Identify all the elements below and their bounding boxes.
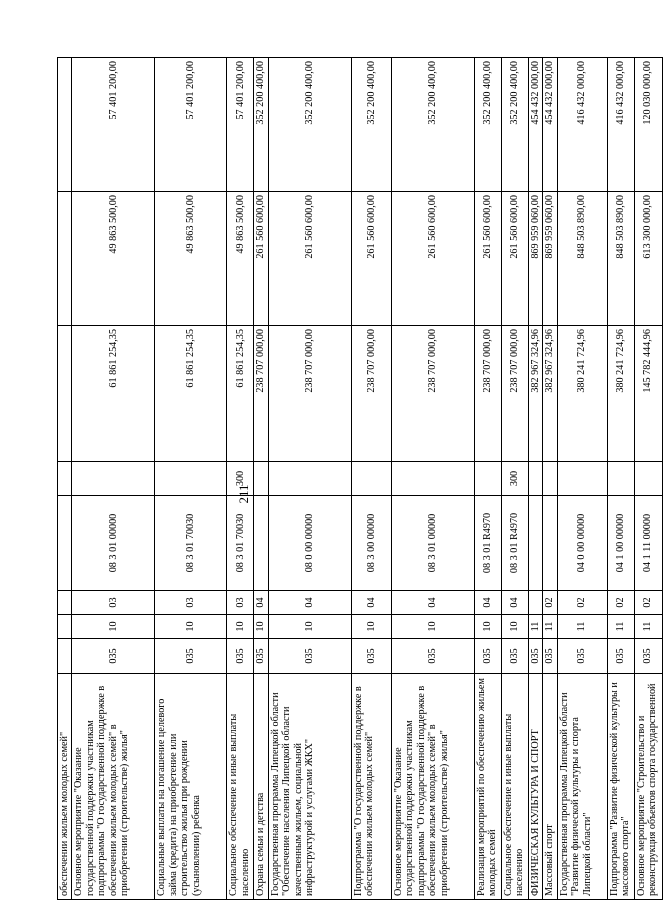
sum-year-1: 238 707 000,00 <box>351 326 391 462</box>
section-code: 10 <box>227 615 254 639</box>
subsection-code: 04 <box>501 591 528 615</box>
sum-year-3 <box>58 58 72 192</box>
table-row <box>557 58 607 900</box>
target-article-code: 08 3 01 R4970 <box>474 496 501 591</box>
budget-table <box>57 57 663 900</box>
table-row <box>58 58 72 900</box>
sum-year-2: 869 959 060,00 <box>528 192 542 326</box>
target-article-code: 08 3 01 R4970 <box>501 496 528 591</box>
section-code: 10 <box>351 615 391 639</box>
expense-type-code <box>557 462 607 496</box>
target-article-code: 08 3 01 00000 <box>72 496 155 591</box>
admin-code: 035 <box>227 639 254 674</box>
sum-year-1: 238 707 000,00 <box>474 326 501 462</box>
sum-year-2: 261 560 600,00 <box>391 192 474 326</box>
admin-code: 035 <box>543 639 557 674</box>
row-name: Основное мероприятие "Оказание государственной поддержки участникам подпрограммы "О государственной поддержке в обеспечении жильем молодых семей" в приобретении (строительстве) жилья" <box>72 674 155 900</box>
sum-year-1: 61 861 254,35 <box>155 326 227 462</box>
expense-type-code <box>474 462 501 496</box>
section-code: 11 <box>528 615 542 639</box>
admin-code <box>58 639 72 674</box>
sum-year-3: 352 200 400,00 <box>501 58 528 192</box>
row-name: Основное мероприятие "Оказание государственной поддержки участникам подпрограммы "О государственной поддержке в обеспечении жильем молодых семей" в приобретении (строительстве) жилья" <box>391 674 474 900</box>
admin-code: 035 <box>557 639 607 674</box>
row-name: Социальные выплаты на погашение целевого займа (кредита) на приобретение или строительство жилья при рождении (усыновлении) ребенка <box>155 674 227 900</box>
admin-code: 035 <box>474 639 501 674</box>
sum-year-2: 49 863 500,00 <box>227 192 254 326</box>
section-code: 11 <box>543 615 557 639</box>
admin-code: 035 <box>155 639 227 674</box>
sum-year-3: 57 401 200,00 <box>227 58 254 192</box>
table-row <box>543 58 557 900</box>
target-article-code: 04 1 00 00000 <box>607 496 634 591</box>
subsection-code: 04 <box>268 591 351 615</box>
subsection-code: 04 <box>391 591 474 615</box>
target-article-code <box>254 496 268 591</box>
subsection-code: 03 <box>72 591 155 615</box>
table-row <box>528 58 542 900</box>
section-code: 10 <box>474 615 501 639</box>
table-row <box>254 58 268 900</box>
table-row <box>227 58 254 900</box>
expense-type-code <box>155 462 227 496</box>
admin-code: 035 <box>634 639 662 674</box>
expense-type-code <box>607 462 634 496</box>
sum-year-3: 416 432 000,00 <box>607 58 634 192</box>
sum-year-3: 352 200 400,00 <box>391 58 474 192</box>
expense-type-code: 300 <box>227 462 254 496</box>
sum-year-1 <box>58 326 72 462</box>
table-row <box>72 58 155 900</box>
sum-year-3: 352 200 400,00 <box>474 58 501 192</box>
sum-year-2: 261 560 600,00 <box>351 192 391 326</box>
row-name: Основное мероприятие "Строительство и реконструкция объектов спорта государственной <box>634 674 662 900</box>
sum-year-2: 261 560 600,00 <box>474 192 501 326</box>
sum-year-2: 49 863 500,00 <box>72 192 155 326</box>
table-row <box>268 58 351 900</box>
sum-year-1: 382 967 324,96 <box>543 326 557 462</box>
row-name: Социальное обеспечение и иные выплаты населению <box>227 674 254 900</box>
target-article-code <box>528 496 542 591</box>
target-article-code: 08 3 01 00000 <box>391 496 474 591</box>
sum-year-3: 57 401 200,00 <box>155 58 227 192</box>
subsection-code: 04 <box>254 591 268 615</box>
section-code: 11 <box>607 615 634 639</box>
sum-year-1: 380 241 724,96 <box>607 326 634 462</box>
sum-year-1: 238 707 000,00 <box>254 326 268 462</box>
subsection-code: 03 <box>227 591 254 615</box>
admin-code: 035 <box>528 639 542 674</box>
row-name: Государственная программа Липецкой области "Развитие физической культуры и спорта Липецкой области" <box>557 674 607 900</box>
subsection-code <box>528 591 542 615</box>
admin-code: 035 <box>607 639 634 674</box>
section-code: 10 <box>254 615 268 639</box>
target-article-code: 08 3 01 70030 <box>155 496 227 591</box>
target-article-code: 08 3 01 70030 <box>227 496 254 591</box>
table-row <box>391 58 474 900</box>
target-article-code: 08 3 00 00000 <box>351 496 391 591</box>
expense-type-code: 300 <box>501 462 528 496</box>
sum-year-2: 49 863 500,00 <box>155 192 227 326</box>
expense-type-code <box>528 462 542 496</box>
sum-year-2: 848 503 890,00 <box>557 192 607 326</box>
target-article-code <box>543 496 557 591</box>
sum-year-1: 238 707 000,00 <box>268 326 351 462</box>
section-code: 11 <box>634 615 662 639</box>
expense-type-code <box>634 462 662 496</box>
subsection-code: 02 <box>607 591 634 615</box>
sum-year-3: 352 200 400,00 <box>351 58 391 192</box>
sum-year-3: 454 432 000,00 <box>528 58 542 192</box>
sum-year-1: 145 782 444,96 <box>634 326 662 462</box>
sum-year-2: 869 959 060,00 <box>543 192 557 326</box>
row-name: Государственная программа Липецкой области "Обеспечение населения Липецкой области качественным жильем, социальной инфраструктурой и услугами ЖКХ" <box>268 674 351 900</box>
sum-year-1: 238 707 000,00 <box>391 326 474 462</box>
row-name: Охрана семьи и детства <box>254 674 268 900</box>
sum-year-3: 120 030 000,00 <box>634 58 662 192</box>
row-name: Реализация мероприятий по обеспечению жильем молодых семей <box>474 674 501 900</box>
expense-type-code <box>543 462 557 496</box>
table-row <box>474 58 501 900</box>
target-article-code: 04 0 00 00000 <box>557 496 607 591</box>
section-code: 10 <box>268 615 351 639</box>
expense-type-code <box>254 462 268 496</box>
target-article-code <box>58 496 72 591</box>
sum-year-3: 352 200 400,00 <box>254 58 268 192</box>
table-row <box>155 58 227 900</box>
subsection-code: 02 <box>543 591 557 615</box>
admin-code: 035 <box>254 639 268 674</box>
sum-year-1: 61 861 254,35 <box>72 326 155 462</box>
admin-code: 035 <box>391 639 474 674</box>
section-code: 10 <box>391 615 474 639</box>
page-number: 211 <box>236 484 251 504</box>
sum-year-1: 382 967 324,96 <box>528 326 542 462</box>
row-name: Массовый спорт <box>543 674 557 900</box>
row-name: ФИЗИЧЕСКАЯ КУЛЬТУРА И СПОРТ <box>528 674 542 900</box>
subsection-code: 03 <box>155 591 227 615</box>
row-name: Подпрограмма "Развитие физической культуры и массового спорта" <box>607 674 634 900</box>
sum-year-2: 613 300 000,00 <box>634 192 662 326</box>
sum-year-3: 454 432 000,00 <box>543 58 557 192</box>
table-row <box>351 58 391 900</box>
sum-year-3: 57 401 200,00 <box>72 58 155 192</box>
sum-year-2: 848 503 890,00 <box>607 192 634 326</box>
subsection-code: 02 <box>557 591 607 615</box>
section-code <box>58 615 72 639</box>
expense-type-code <box>391 462 474 496</box>
sum-year-2: 261 560 600,00 <box>254 192 268 326</box>
section-code: 10 <box>155 615 227 639</box>
target-article-code: 04 1 11 00000 <box>634 496 662 591</box>
sum-year-1: 380 241 724,96 <box>557 326 607 462</box>
section-code: 11 <box>557 615 607 639</box>
row-name: Социальное обеспечение и иные выплаты населению <box>501 674 528 900</box>
admin-code: 035 <box>351 639 391 674</box>
admin-code: 035 <box>501 639 528 674</box>
subsection-code: 04 <box>351 591 391 615</box>
section-code: 10 <box>501 615 528 639</box>
sum-year-3: 416 432 000,00 <box>557 58 607 192</box>
sum-year-2 <box>58 192 72 326</box>
table-row <box>501 58 528 900</box>
expense-type-code <box>351 462 391 496</box>
sum-year-1: 61 861 254,35 <box>227 326 254 462</box>
admin-code: 035 <box>72 639 155 674</box>
admin-code: 035 <box>268 639 351 674</box>
sum-year-2: 261 560 600,00 <box>501 192 528 326</box>
expense-type-code <box>268 462 351 496</box>
row-name: обеспечении жильем молодых семей" <box>58 674 72 900</box>
target-article-code: 08 0 00 00000 <box>268 496 351 591</box>
section-code: 10 <box>72 615 155 639</box>
sum-year-3: 352 200 400,00 <box>268 58 351 192</box>
table-row <box>607 58 634 900</box>
subsection-code: 02 <box>634 591 662 615</box>
table-row <box>634 58 662 900</box>
table-body <box>58 58 663 900</box>
subsection-code: 04 <box>474 591 501 615</box>
row-name: Подпрограмма "О государственной поддержке в обеспечении жильем молодых семей" <box>351 674 391 900</box>
subsection-code <box>58 591 72 615</box>
sum-year-1: 238 707 000,00 <box>501 326 528 462</box>
budget-table-rotated <box>57 58 659 900</box>
expense-type-code <box>58 462 72 496</box>
expense-type-code <box>72 462 155 496</box>
sum-year-2: 261 560 600,00 <box>268 192 351 326</box>
